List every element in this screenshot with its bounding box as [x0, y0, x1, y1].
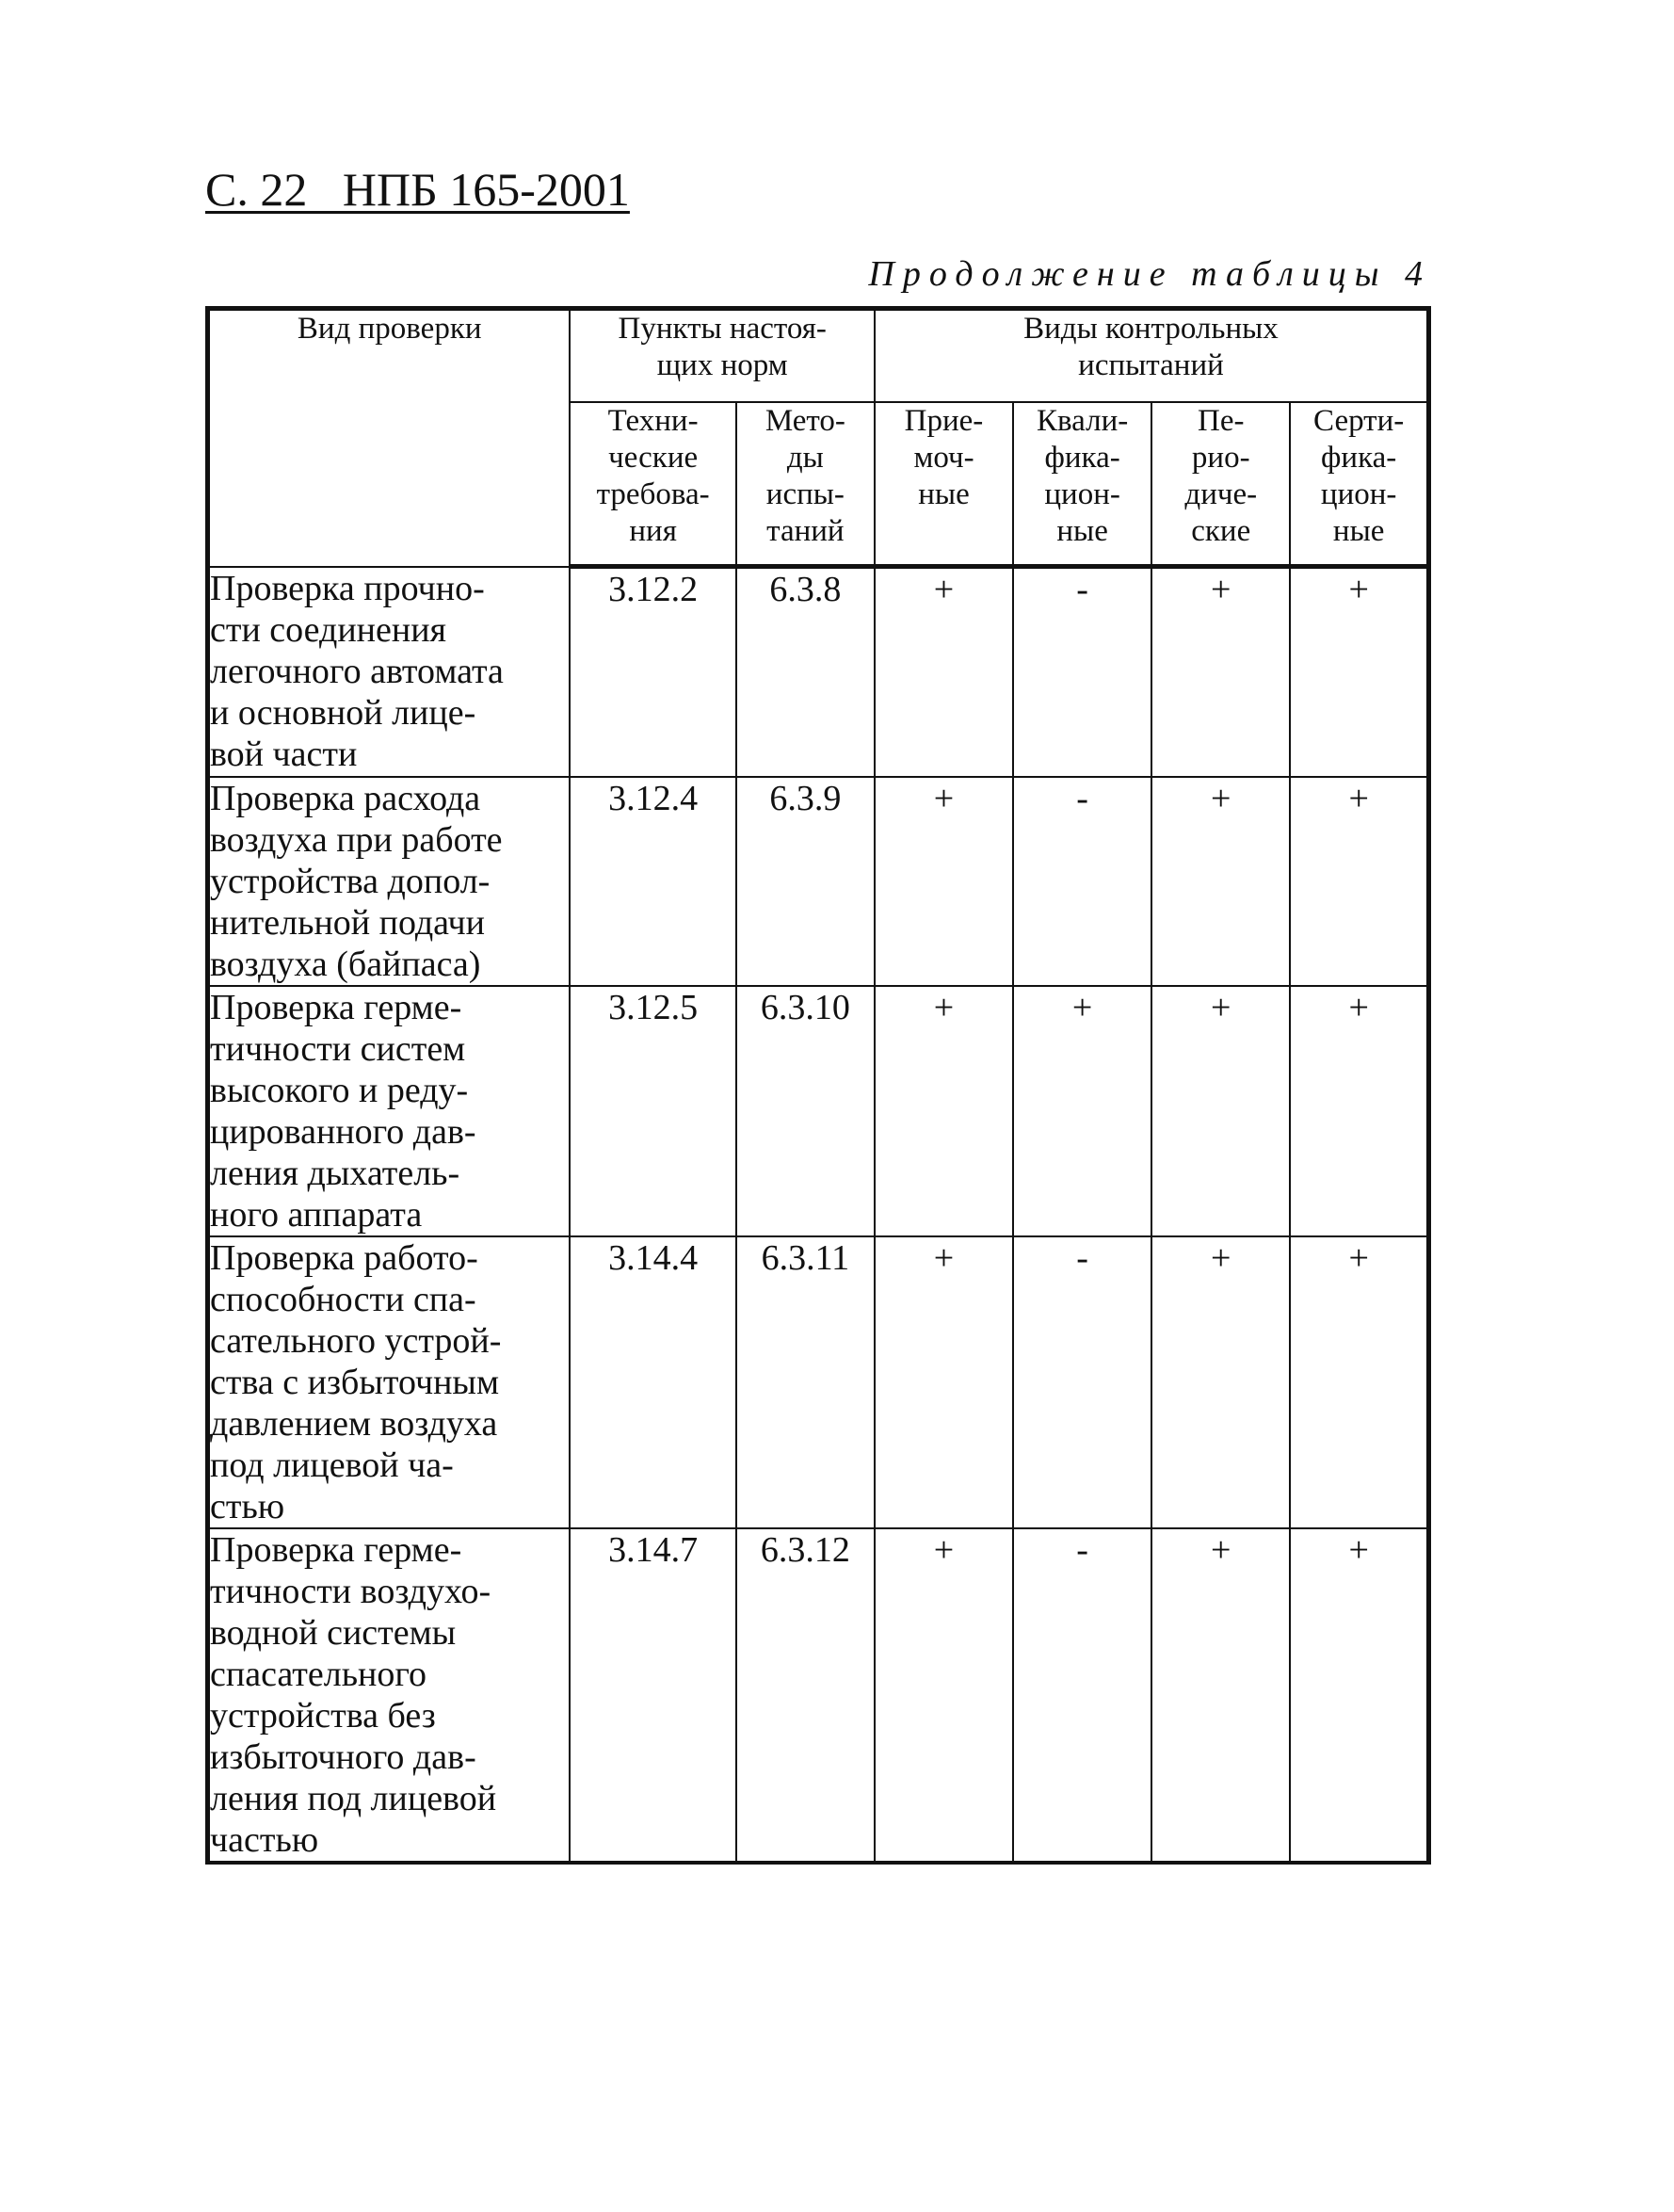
tech-requirement-ref: 3.12.2	[570, 567, 735, 777]
table-row	[208, 986, 1429, 1236]
table-row	[208, 777, 1429, 986]
page-header: С. 22 НПБ 165-2001	[205, 163, 630, 216]
table-row	[208, 1528, 1429, 1863]
check-name: Проверка расхода воздуха при работе устройства допол- нительной подачи воздуха (байпаса)	[208, 777, 571, 986]
header-periodic: Пе- рио- диче- ские	[1151, 402, 1290, 567]
periodic-mark: +	[1151, 777, 1290, 986]
header-row-groups	[208, 309, 1429, 403]
tech-requirement-ref: 3.12.5	[570, 986, 735, 1236]
test-method-ref: 6.3.12	[736, 1528, 875, 1863]
acceptance-mark: +	[875, 986, 1013, 1236]
periodic-mark: +	[1151, 1236, 1290, 1528]
certification-mark: +	[1290, 1528, 1428, 1863]
header-test-types: Виды контрольных испытаний	[875, 309, 1429, 403]
test-method-ref: 6.3.10	[736, 986, 875, 1236]
periodic-mark: +	[1151, 1528, 1290, 1863]
periodic-mark: +	[1151, 567, 1290, 777]
acceptance-mark: +	[875, 777, 1013, 986]
check-name: Проверка герме- тичности воздухо- водной системы спасательного устройства без избыточного дав- ления под лицевой частью	[208, 1528, 571, 1863]
table-container	[205, 306, 1431, 1865]
tech-requirement-ref: 3.14.7	[570, 1528, 735, 1863]
acceptance-mark: +	[875, 1528, 1013, 1863]
qualification-mark: +	[1013, 986, 1151, 1236]
acceptance-mark: +	[875, 1236, 1013, 1528]
certification-mark: +	[1290, 986, 1428, 1236]
check-name: Проверка работо- способности спа- сательного устрой- ства с избыточным давлением воздуха под лицевой ча- стью	[208, 1236, 571, 1528]
header-test-methods: Мето- ды испы- таний	[736, 402, 875, 567]
test-method-ref: 6.3.9	[736, 777, 875, 986]
acceptance-mark: +	[875, 567, 1013, 777]
table-row	[208, 1236, 1429, 1528]
header-norm-points: Пункты настоя- щих норм	[570, 309, 874, 403]
table-caption: Продолжение таблицы 4	[868, 254, 1431, 294]
table-row	[208, 567, 1429, 777]
tech-requirement-ref: 3.14.4	[570, 1236, 735, 1528]
qualification-mark: -	[1013, 567, 1151, 777]
qualification-mark: -	[1013, 1236, 1151, 1528]
header-certification: Серти- фика- цион- ные	[1290, 402, 1428, 567]
qualification-mark: -	[1013, 1528, 1151, 1863]
check-name: Проверка герме- тичности систем высокого и реду- цированного дав- ления дыхатель- ного аппарата	[208, 986, 571, 1236]
certification-mark: +	[1290, 1236, 1428, 1528]
test-method-ref: 6.3.11	[736, 1236, 875, 1528]
header-technical-requirements: Техни- ческие требова- ния	[570, 402, 735, 567]
header-acceptance: Прие- моч- ные	[875, 402, 1013, 567]
qualification-mark: -	[1013, 777, 1151, 986]
periodic-mark: +	[1151, 986, 1290, 1236]
certification-mark: +	[1290, 777, 1428, 986]
test-method-ref: 6.3.8	[736, 567, 875, 777]
check-name: Проверка прочно- сти соединения легочного автомата и основной лице- вой части	[208, 567, 571, 777]
header-check-type: Вид проверки	[208, 309, 571, 567]
certification-mark: +	[1290, 567, 1428, 777]
inspection-table	[205, 306, 1431, 1865]
header-qualification: Квали- фика- цион- ные	[1013, 402, 1151, 567]
tech-requirement-ref: 3.12.4	[570, 777, 735, 986]
